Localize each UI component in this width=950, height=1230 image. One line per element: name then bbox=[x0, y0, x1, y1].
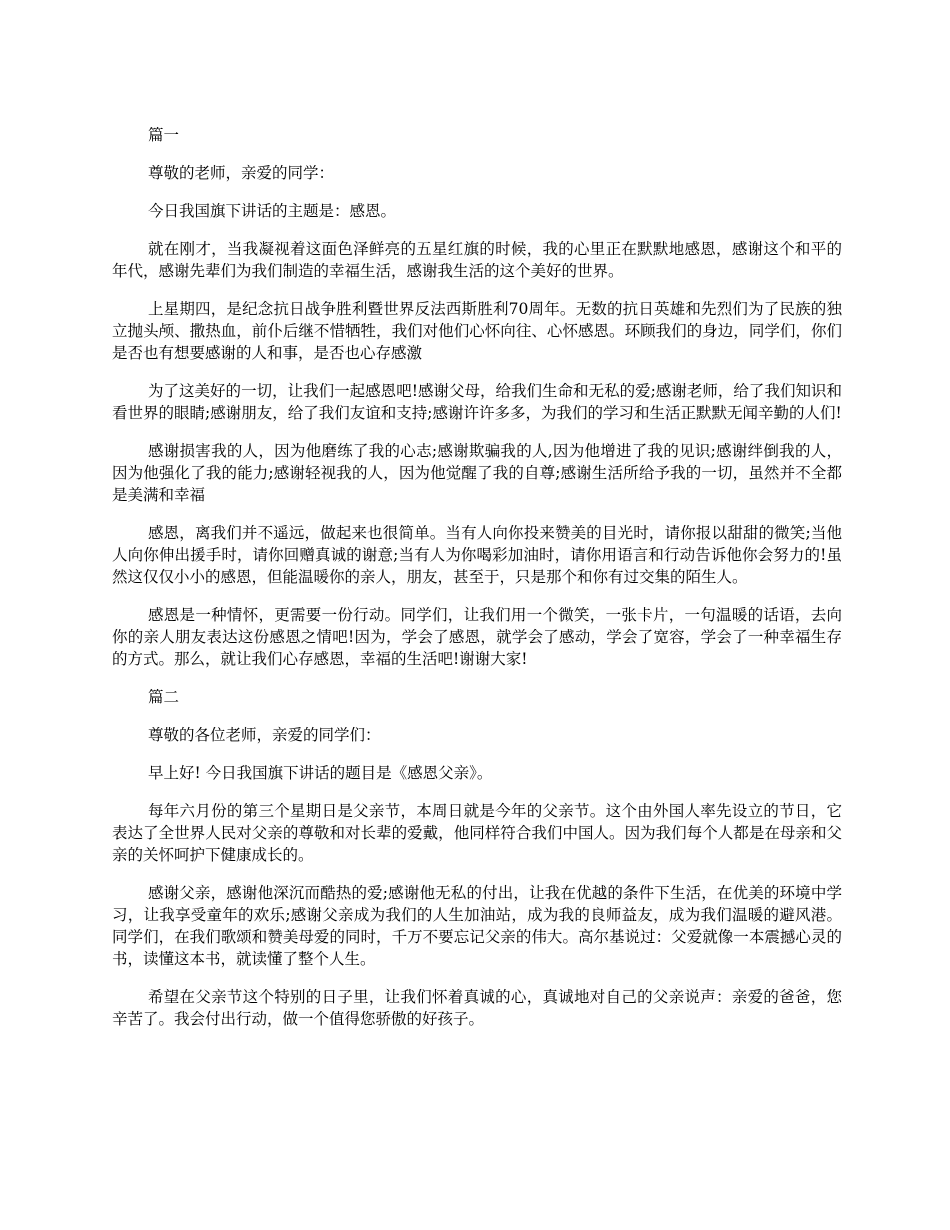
paragraph: 今日我国旗下讲话的主题是：感恩。 bbox=[148, 202, 397, 220]
section-1 bbox=[112, 124, 842, 670]
paragraph: 希望在父亲节这个特别的日子里，让我们怀着真诚的心，真诚地对自己的父亲说声：亲爱的爸爸，您辛苦了。我会付出行动，做一个值得您骄傲的好孩子。 bbox=[112, 988, 842, 1028]
paragraph: 上星期四，是纪念抗日战争胜利暨世界反法西斯胜利70周年。无数的抗日英雄和先烈们为了民族的独立抛头颅、撒热血，前仆后继不惜牺牲，我们对他们心怀向往、心怀感恩。环顾我们的身边，同学们，你们是否也有想要感谢的人和事，是否也心存感激 bbox=[112, 300, 842, 362]
paragraph: 感谢损害我的人，因为他磨练了我的心志;感谢欺骗我的人,因为他增进了我的见识;感谢绊倒我的人，因为他强化了我的能力;感谢轻视我的人，因为他觉醒了我的自尊;感谢生活所给予我的一切，虽然并不全都是美满和幸福 bbox=[112, 442, 842, 504]
paragraph: 每年六月份的第三个星期日是父亲节，本周日就是今年的父亲节。这个由外国人率先设立的节日，它表达了全世界人民对父亲的尊敬和对长辈的爱戴，他同样符合我们中国人。因为我们每个人都是在母亲和父亲的关怀呵护下健康成长的。 bbox=[112, 802, 842, 864]
section-title: 篇一 bbox=[148, 126, 180, 144]
paragraph: 感恩是一种情怀，更需要一份行动。同学们，让我们用一个微笑，一张卡片，一句温暖的话语，去向你的亲人朋友表达这份感恩之情吧!因为，学会了感恩，就学会了感动，学会了宽容，学会了一种幸福生存的方式。那么，就让我们心存感恩，幸福的生活吧!谢谢大家! bbox=[112, 606, 842, 668]
section-2 bbox=[112, 686, 842, 1030]
section-title: 篇二 bbox=[148, 688, 180, 706]
paragraph: 尊敬的各位老师，亲爱的同学们： bbox=[148, 726, 381, 744]
paragraph: 就在刚才，当我凝视着这面色泽鲜亮的五星红旗的时候，我的心里正在默默地感恩，感谢这个和平的年代，感谢先辈们为我们制造的幸福生活，感谢我生活的这个美好的世界。 bbox=[112, 240, 842, 280]
paragraph: 早上好! 今日我国旗下讲话的题目是《感恩父亲》。 bbox=[148, 764, 493, 782]
paragraph: 尊敬的老师，亲爱的同学： bbox=[148, 164, 335, 182]
paragraph: 感恩，离我们并不遥远，做起来也很简单。当有人向你投来赞美的目光时，请你报以甜甜的微笑;当他人向你伸出援手时，请你回赠真诚的谢意;当有人为你喝彩加油时，请你用语言和行动告诉他你会努力的!虽然这仅仅小小的感恩，但能温暖你的亲人，朋友，甚至于，只是那个和你有过交集的陌生人。 bbox=[112, 524, 842, 586]
document-page bbox=[112, 124, 842, 1046]
paragraph: 感谢父亲，感谢他深沉而酷热的爱;感谢他无私的付出，让我在优越的条件下生活，在优美的环境中学习，让我享受童年的欢乐;感谢父亲成为我们的人生加油站，成为我的良师益友，成为我们温暖的避风港。同学们，在我们歌颂和赞美母爱的同时，千万不要忘记父亲的伟大。高尔基说过：父爱就像一本震撼心灵的书，读懂这本书，就读懂了整个人生。 bbox=[112, 884, 842, 968]
paragraph: 为了这美好的一切，让我们一起感恩吧!感谢父母，给我们生命和无私的爱;感谢老师，给了我们知识和看世界的眼睛;感谢朋友，给了我们友谊和支持;感谢许许多多，为我们的学习和生活正默默无闻辛勤的人们! bbox=[112, 382, 842, 422]
